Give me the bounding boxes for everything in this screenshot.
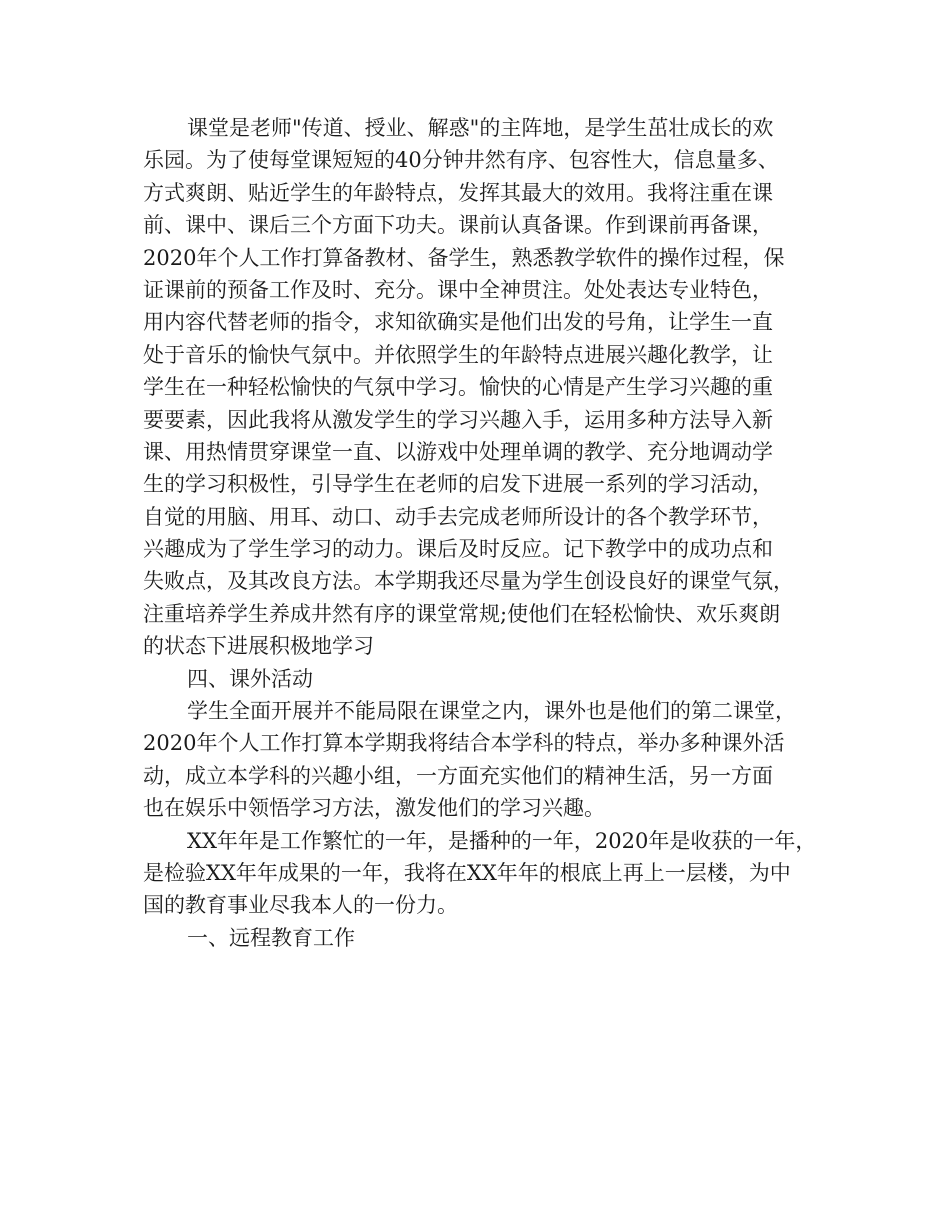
paragraph-line: 2020年个人工作打算本学期我将结合本学科的特点，举办多种课外活 (143, 731, 785, 756)
section-heading: 四、课外活动 (187, 666, 313, 691)
paragraph-line: 动，成立本学科的兴趣小组，一方面充实他们的精神生活，另一方面 (143, 763, 773, 788)
paragraph-line: 国的教育事业尽我本人的一份力。 (143, 893, 458, 918)
paragraph-line: 学生全面开展并不能局限在课堂之内，课外也是他们的第二课堂， (187, 699, 796, 724)
paragraph-line: 也在娱乐中领悟学习方法，激发他们的学习兴趣。 (143, 796, 605, 821)
paragraph-line: 自觉的用脑、用耳、动口、动手去完成老师所设计的各个教学环节， (143, 504, 773, 529)
section-heading: 一、远程教育工作 (187, 925, 355, 950)
paragraph-line: 注重培养学生养成井然有序的课堂常规;使他们在轻松愉快、欢乐爽朗 (143, 601, 781, 626)
paragraph-line: 方式爽朗、贴近学生的年龄特点，发挥其最大的效用。我将注重在课 (143, 180, 773, 205)
paragraph-line: 课堂是老师"传道、授业、解惑"的主阵地，是学生茁壮成长的欢 (187, 116, 774, 140)
paragraph-line: XX年年是工作繁忙的一年，是播种的一年，2020年是收获的一年， (187, 828, 817, 853)
paragraph-line: 乐园。为了使每堂课短短的40分钟井然有序、包容性大，信息量多、 (143, 148, 779, 173)
paragraph-line: 证课前的预备工作及时、充分。课中全神贯注。处处表达专业特色， (143, 277, 773, 302)
document-body (143, 112, 823, 954)
paragraph-line: 处于音乐的愉快气氛中。并依照学生的年龄特点进展兴趣化教学，让 (143, 342, 773, 367)
paragraph-line: 是检验XX年年成果的一年，我将在XX年年的根底上再上一层楼，为中 (143, 860, 791, 885)
paragraph-line: 的状态下进展积极地学习 (143, 634, 374, 659)
paragraph-line: 失败点，及其改良方法。本学期我还尽量为学生创设良好的课堂气氛， (143, 569, 794, 594)
paragraph-line: 要要素，因此我将从激发学生的学习兴趣入手，运用多种方法导入新 (143, 407, 773, 432)
paragraph-line: 2020年个人工作打算备教材、备学生，熟悉教学软件的操作过程，保 (143, 245, 785, 270)
paragraph-line: 课、用热情贯穿课堂一直、以游戏中处理单调的教学、充分地调动学 (143, 439, 773, 464)
paragraph-line: 学生在一种轻松愉快的气氛中学习。愉快的心情是产生学习兴趣的重 (143, 375, 773, 400)
paragraph-line: 兴趣成为了学生学习的动力。课后及时反应。记下教学中的成功点和 (143, 537, 773, 562)
paragraph-line: 用内容代替老师的指令，求知欲确实是他们出发的号角，让学生一直 (143, 310, 773, 335)
paragraph-line: 生的学习积极性，引导学生在老师的启发下进展一系列的学习活动， (143, 472, 773, 497)
paragraph-line: 前、课中、课后三个方面下功夫。课前认真备课。作到课前再备课， (143, 213, 773, 238)
